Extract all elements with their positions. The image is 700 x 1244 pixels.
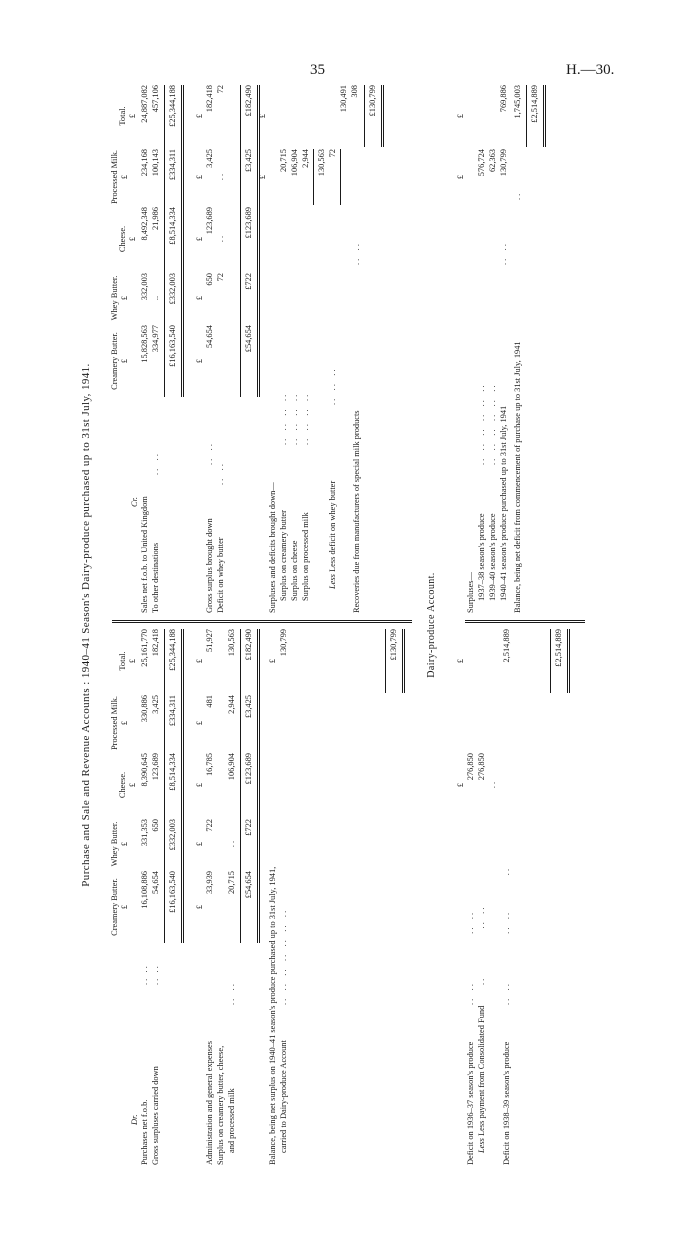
cr-col-processed: Processed Milk. £ <box>110 150 129 204</box>
pound-sign: £ <box>195 720 204 726</box>
dpa-dr-deficit-3637: Deficit on 1936–37 season's produce <box>466 1041 475 1165</box>
double-rule <box>381 85 384 147</box>
cr-bd-processed-label: Surplus on processed milk <box>301 512 310 601</box>
page-number: 35 <box>310 62 325 78</box>
cr-bd-cheese-label: Surplus on cheese <box>290 540 299 601</box>
pound-sign: £ <box>195 782 204 788</box>
cr-other-whey: .. <box>151 295 160 301</box>
page-title: Purchase and Sale and Revenue Accounts : 1940–41 Season's Dairy-produce purchased up to 31st July, 1941. <box>80 363 92 887</box>
cr-sales-whey: 332,003 <box>140 273 149 301</box>
rule <box>164 85 165 397</box>
dr-surplus-total: 130,563 <box>227 629 236 657</box>
dr-sum1-processed: £334,311 <box>168 695 177 727</box>
dpa-dr-less-payment-value: 276,850 <box>477 753 486 781</box>
dpa-cr-balance-value: 1,745,003 <box>513 85 522 119</box>
pound-sign: £ <box>195 658 204 664</box>
cr-gross-whey: 650 <box>205 273 214 286</box>
cr-deficit-whey: 72 <box>216 273 225 282</box>
dr-carried-creamery: 54,654 <box>151 871 160 895</box>
dr-admin-processed: 481 <box>205 695 214 708</box>
leader-dots: . . . . . . <box>328 369 337 405</box>
pound-sign: £ <box>195 174 204 180</box>
cr-bd-creamery-value: 20,715 <box>279 149 288 173</box>
leader-dots: . . <box>216 173 225 181</box>
pound-sign: £ <box>195 904 204 910</box>
dpa-cr-3738-label: 1937–38 season's produce <box>477 513 486 601</box>
dpa-cr-3738-value: 576,724 <box>477 149 486 177</box>
leader-dots: . . . . <box>205 444 214 465</box>
double-rule <box>543 85 546 147</box>
cr-sum1-whey: £332,003 <box>168 273 177 305</box>
cr-bd-subtotal: 130,563 <box>317 149 326 177</box>
leader-dots: . . . . . . . . <box>279 394 288 445</box>
cr-col-total: Total. £ <box>118 106 137 126</box>
rule <box>385 629 386 693</box>
page-reference: H.—30. <box>566 62 615 78</box>
cr-sales-label: Sales net f.o.b. to United Kingdom <box>140 496 149 613</box>
cr-col-whey: Whey Butter. £ <box>110 275 129 321</box>
rule <box>340 149 341 205</box>
cr-sales-creamery: 15,828,563 <box>140 325 149 363</box>
cr-sales-cheese: 8,492,348 <box>140 207 149 241</box>
dr-carried-total: 182,418 <box>151 629 160 657</box>
dr-col-cheese: Cheese. £ <box>118 771 137 799</box>
double-rule <box>181 629 184 943</box>
leader-dots: . . . . . . . . . . . . . . <box>279 910 288 1005</box>
leader-dots: . . . . <box>140 966 149 985</box>
dpa-dr-deficit-3839: Deficit on 1938–39 season's produce <box>502 1041 511 1165</box>
dpa-cr-3940-label: 1939–40 season's produce <box>488 513 497 601</box>
cr-deficit-total: 72 <box>216 85 225 94</box>
cr-bd-creamery-label: Surplus on creamery butter <box>279 510 288 601</box>
dr-surplus-label-2: and processed milk <box>227 1088 236 1153</box>
dr-purchases-cheese: 8,390,645 <box>140 753 149 787</box>
cr-gross-total: 182,418 <box>205 85 214 113</box>
leader-dots: . . . . <box>151 454 160 475</box>
dpa-cr-balance: Balance, being net deficit from commencement of purchase up to 31st July, 1941 <box>513 341 522 613</box>
cr-bd-heading: Surpluses and deficits brought down— <box>268 482 277 613</box>
dr-sum2-total: £182,490 <box>244 629 253 661</box>
cr-other-total: 457,106 <box>151 85 160 113</box>
dr-sum2-processed: £3,425 <box>244 695 253 719</box>
dr-admin-label: Administration and general expenses <box>205 1041 214 1165</box>
cr-sum1-cheese: £8,514,334 <box>168 207 177 245</box>
pound-sign: £ <box>258 174 267 180</box>
cr-recoveries-label: Recoveries due from manufacturers of special milk products <box>352 410 361 613</box>
leader-dots: . . . . . . . . <box>290 394 299 445</box>
dpa-heading: Dairy-produce Account. <box>426 572 437 678</box>
leader-dots: . . . . . . <box>477 907 486 985</box>
dr-sum1-total: £25,344,188 <box>168 629 177 671</box>
dr-admin-creamery: 33,939 <box>205 871 214 895</box>
double-rule <box>257 629 260 943</box>
leader-dots: . . . . . . . . . . . . <box>477 385 486 465</box>
rule <box>550 629 551 693</box>
pound-sign: £ <box>195 113 204 119</box>
dr-heading: Dr. <box>130 1114 139 1125</box>
cr-recoveries-total: 308 <box>350 85 359 98</box>
dr-cr-divider <box>112 620 412 623</box>
cr-sum1-processed: £334,311 <box>168 149 177 181</box>
double-rule <box>567 629 570 693</box>
cr-less-deficit-value: 72 <box>328 149 337 158</box>
cr-gross-cheese: 123,689 <box>205 207 214 235</box>
cr-sum1-total: £25,344,188 <box>168 85 177 127</box>
rule <box>313 149 314 205</box>
leader-dots: . . . . <box>499 244 508 265</box>
leader-dots: . . . . . . . . . . <box>502 868 511 1005</box>
dr-sum1-cheese: £8,514,334 <box>168 753 177 791</box>
cr-other-creamery: 334,977 <box>151 325 160 353</box>
pound-sign: £ <box>268 658 277 664</box>
dr-carried-whey: 650 <box>151 819 160 832</box>
dpa-dr-deficit-3637-value: 276,850 <box>466 753 475 781</box>
rule <box>240 85 241 397</box>
leader-dots: . . . . <box>352 244 361 265</box>
cr-bd-processed-value: 2,944 <box>301 149 310 168</box>
cr-deficit-label: Deficit on whey butter <box>216 537 225 613</box>
dpa-divider <box>465 620 585 623</box>
rotated-account-sheet <box>80 85 590 1165</box>
pound-sign: £ <box>456 113 465 119</box>
leader-dots: . . <box>216 235 225 243</box>
double-rule <box>181 85 184 397</box>
dr-sum1-whey: £332,003 <box>168 819 177 851</box>
dpa-cr-4041-label: 1940–41 season's produce purchased up to 31st July, 1941 <box>499 405 508 601</box>
double-rule <box>402 629 405 693</box>
dr-col-whey: Whey Butter. £ <box>110 821 129 867</box>
dr-carried-processed: 3,425 <box>151 695 160 714</box>
dr-col-processed: Processed Milk. £ <box>110 696 129 750</box>
cr-gross-creamery: 54,654 <box>205 325 214 349</box>
cr-gross-processed: 3,425 <box>205 149 214 168</box>
dr-purchases-total: 25,161,770 <box>140 629 149 667</box>
leader-dots: . . . . <box>216 464 225 485</box>
cr-sales-processed: 234,168 <box>140 149 149 177</box>
rule <box>164 629 165 943</box>
leader-dots: . . <box>513 193 522 200</box>
dr-surplus-cheese: 106,904 <box>227 753 236 781</box>
leader-dots: . . . . <box>151 966 160 985</box>
rule <box>240 629 241 943</box>
cr-other-cheese: 21,986 <box>151 207 160 231</box>
cr-heading: Cr. <box>130 496 139 507</box>
pound-sign: £ <box>195 236 204 242</box>
dr-admin-whey: 722 <box>205 819 214 832</box>
dr-sum1-creamery: £16,163,540 <box>168 871 177 913</box>
cr-less-deficit-total: 130,491 <box>339 85 348 113</box>
dr-surplus-label-1: Surplus on creamery butter, cheese, <box>216 1045 225 1165</box>
cr-sum2-creamery: £54,654 <box>244 325 253 353</box>
cr-gross-label: Gross surplus brought down <box>205 518 214 613</box>
dr-sum2-cheese: £123,689 <box>244 753 253 785</box>
pound-sign: £ <box>456 658 465 664</box>
cr-less-deficit-label: Less Less deficit on whey butter <box>328 480 337 589</box>
cr-sales-total: 24,887,082 <box>140 85 149 123</box>
dr-balance-total: 130,799 <box>279 629 288 657</box>
dr-surplus-creamery: 20,715 <box>227 871 236 895</box>
leader-dots: . . <box>488 781 497 789</box>
cr-col-cheese: Cheese. £ <box>118 225 137 253</box>
dpa-cr-4041-value: 130,799 <box>499 149 508 177</box>
cr-final-total: £130,799 <box>368 85 377 117</box>
cr-bd-cheese-value: 106,904 <box>290 149 299 177</box>
leader-dots: . . . . . . . . <box>466 912 475 1005</box>
leader-dots: . . . . <box>227 984 236 1005</box>
cr-sum2-cheese: £123,689 <box>244 207 253 239</box>
pound-sign: £ <box>195 358 204 364</box>
dr-purchases-creamery: 16,108,886 <box>140 871 149 909</box>
dr-admin-total: 51,927 <box>205 629 214 653</box>
dr-purchases-whey: 331,353 <box>140 819 149 847</box>
cr-sum1-creamery: £16,163,540 <box>168 325 177 367</box>
dpa-cr-surplus-total: 769,886 <box>499 85 508 113</box>
dr-balance-label-1: Balance, being net surplus on 1940–41 season's produce purchased up to 31st July, 1941, <box>268 866 277 1165</box>
rule <box>526 85 527 147</box>
dpa-cr-surpluses: Surpluses— <box>466 572 475 613</box>
dr-balance-label-2: carried to Dairy-produce Account <box>279 1040 288 1153</box>
dr-carried-label: Gross surpluses carried down <box>151 1066 160 1165</box>
dr-purchases-label: Purchases net f.o.b. <box>140 1099 149 1165</box>
cr-other-processed: 100,143 <box>151 149 160 177</box>
dr-carried-cheese: 123,689 <box>151 753 160 781</box>
dpa-dr-less-payment: Less Less payment from Consolidated Fund <box>477 1005 486 1153</box>
dpa-dr-total: £2,514,889 <box>554 629 563 667</box>
dr-surplus-processed: 2,944 <box>227 695 236 714</box>
dr-sum2-whey: £722 <box>244 819 253 836</box>
cr-other-label: To other destinations <box>151 542 160 613</box>
dr-col-total: Total. £ <box>118 651 137 671</box>
dpa-cr-total: £2,514,889 <box>530 85 539 123</box>
pound-sign: £ <box>195 841 204 847</box>
dpa-cr-3940-value: 62,363 <box>488 149 497 173</box>
dr-final-total: £130,799 <box>389 629 398 661</box>
leader-dots: . . <box>227 840 236 848</box>
cr-sum2-processed: £3,425 <box>244 149 253 173</box>
cr-col-creamery: Creamery Butter. £ <box>110 332 129 390</box>
dr-sum2-creamery: £54,654 <box>244 871 253 899</box>
pound-sign: £ <box>258 113 267 119</box>
dr-admin-cheese: 16,785 <box>205 753 214 777</box>
pound-sign: £ <box>456 782 465 788</box>
cr-sum2-whey: £722 <box>244 273 253 290</box>
pound-sign: £ <box>456 174 465 180</box>
rule <box>364 85 365 147</box>
cr-sum2-total: £182,490 <box>244 85 253 117</box>
dr-col-creamery: Creamery Butter. £ <box>110 878 129 936</box>
dpa-dr-deficit-3839-value: 2,514,889 <box>502 629 511 663</box>
pound-sign: £ <box>195 295 204 301</box>
leader-dots: . . . . . . . . . . . . <box>488 385 497 465</box>
leader-dots: . . . . . . . . <box>301 394 310 445</box>
dr-purchases-processed: 330,886 <box>140 695 149 723</box>
